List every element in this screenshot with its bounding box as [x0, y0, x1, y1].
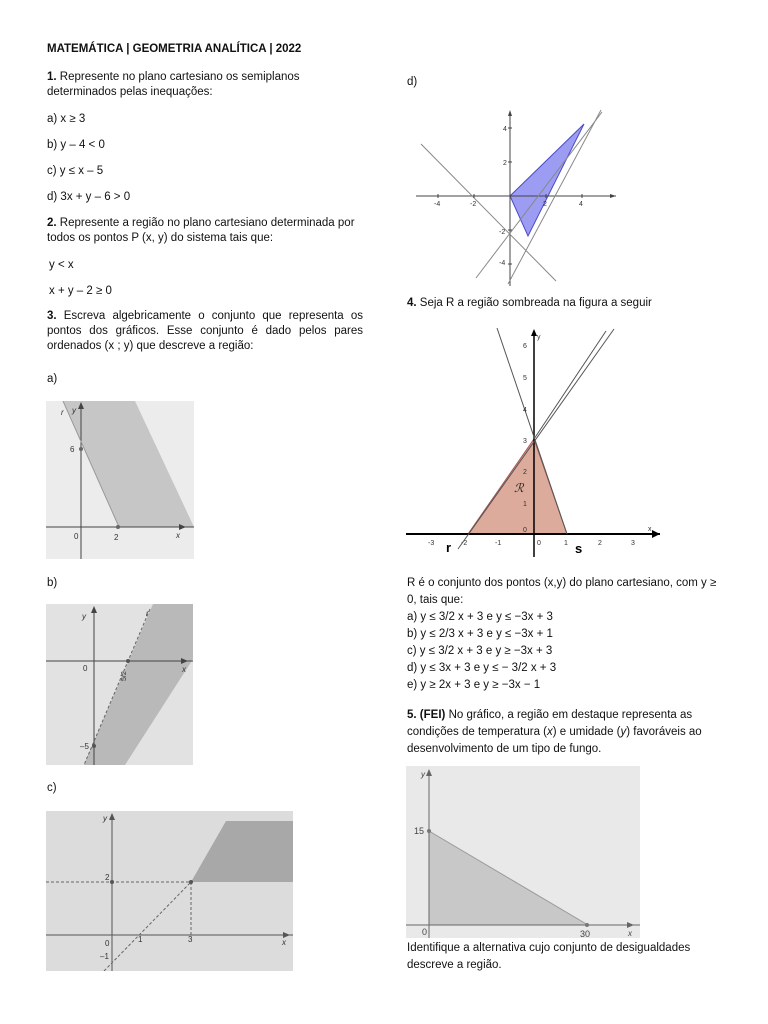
graph-a-tick-2: 2	[114, 533, 119, 542]
q5-y-var: y	[620, 726, 627, 738]
q1-item-c: c) y ≤ x – 5	[47, 165, 104, 177]
graph-b	[46, 604, 193, 765]
q4-condition-text: R é o conjunto dos pontos (x,y) do plano cartesiano, com y ≥ 0, tais que:	[407, 577, 717, 606]
graph-q4-tick-y-3: 3	[523, 438, 527, 445]
graph-b-y-label: y	[82, 612, 86, 621]
q3-label-d: d)	[407, 76, 418, 88]
graph-q4-region-label: ℛ	[514, 481, 524, 495]
graph-a-x-label: x	[176, 531, 180, 540]
q1-number: 1.	[47, 71, 57, 83]
graph-q4-x-label: x	[648, 526, 652, 533]
q4-text: Seja R a região sombreada na figura a seguir	[419, 297, 652, 309]
q4-number: 4.	[407, 297, 417, 309]
graph-c-tick-2: 2	[105, 873, 110, 882]
q1-text: Represente no plano cartesiano os semiplanos determinados pelas inequações:	[47, 71, 300, 98]
q4-option-b: b) y ≤ 2/3 x + 3 e y ≤ −3x + 1	[407, 628, 553, 640]
graph-q4-tick-y-5: 5	[523, 375, 527, 382]
q2-item-1: y < x	[49, 259, 74, 271]
graph-d-tick-y-2: 2	[503, 160, 507, 167]
graph-q4-tick-x-minus3: -3	[428, 540, 435, 547]
graph-q5-tick-0: 0	[422, 927, 428, 937]
graph-q4-tick-x-minus1: -1	[495, 540, 502, 547]
graph-q4-tick-x-3: 3	[631, 540, 635, 547]
graph-c-tick-3: 3	[188, 935, 193, 944]
q3-statement	[47, 309, 363, 354]
graph-a-tick-0: 0	[74, 532, 79, 541]
graph-q5-tick-30: 30	[580, 929, 591, 938]
graph-c-y-label: y	[103, 814, 107, 823]
q5-number: 5.	[407, 709, 417, 721]
graph-q4-tick-x-1: 1	[564, 540, 568, 547]
graph-d-tick-y-minus4: -4	[499, 260, 506, 267]
graph-a-r-label: r	[61, 408, 64, 417]
graph-c-x-label: x	[282, 938, 286, 947]
graph-q4-y-label: y	[537, 334, 541, 341]
graph-q4-r-label: r	[446, 540, 452, 555]
q3-number: 3.	[47, 310, 57, 322]
graph-q5-x-label: x	[628, 929, 632, 938]
graph-d	[416, 106, 616, 286]
graph-d-tick-x-minus4: -4	[434, 201, 441, 208]
graph-q4-tick-y-2: 2	[523, 469, 527, 476]
q2-statement	[47, 216, 363, 246]
graph-d-tick-y-4: 4	[503, 126, 507, 133]
q1-item-b: b) y – 4 < 0	[47, 139, 105, 151]
graph-q4-tick-x-minus2: -2	[461, 540, 468, 547]
graph-q4-tick-y-0: 0	[523, 527, 527, 534]
graph-c	[46, 811, 293, 971]
q4-statement	[407, 295, 722, 312]
q4-option-a: a) y ≤ 3/2 x + 3 e y ≤ −3x + 3	[407, 611, 553, 623]
graph-d-tick-x-4: 4	[579, 201, 583, 208]
graph-q5	[406, 766, 640, 938]
q5-footer: Identifique a alternativa cujo conjunto de desigualdades descreve a região.	[407, 942, 691, 971]
graph-q4-s-label: s	[575, 541, 583, 556]
q3-text: Escreva algebricamente o conjunto que representa os pontos dos gráficos. Esse conjunto é dado pelos pares ordenados (x ; y) que descreve a região:	[47, 310, 363, 352]
q5-text-1: No gráfico, a região em destaque representa as condições de temperatura (	[407, 709, 693, 738]
graph-b-tick-5-2: 5/2	[121, 671, 128, 681]
q2-item-2: x + y – 2 ≥ 0	[49, 285, 112, 297]
graph-a	[46, 401, 194, 559]
graph-d-tick-y-minus2: -2	[499, 229, 506, 236]
q5-statement	[407, 707, 722, 758]
graph-d-tick-x-minus2: -2	[470, 201, 477, 208]
q5-text-2: ) e umidade (	[552, 726, 621, 738]
graph-q5-y-label: y	[421, 770, 425, 779]
q1-item-a: a) x ≥ 3	[47, 113, 86, 125]
graph-c-tick-minus1: –1	[100, 952, 109, 961]
graph-a-y-label: y	[72, 406, 76, 415]
q5-source: (FEI)	[419, 709, 446, 721]
graph-b-tick-0: 0	[83, 664, 88, 673]
page-title: MATEMÁTICA | GEOMETRIA ANALÍTICA | 2022	[47, 43, 302, 55]
graph-q4-tick-y-4: 4	[523, 407, 527, 414]
q5-text-3: ) favoráveis ao desenvolvimento de um tipo de fungo.	[407, 726, 702, 755]
q2-number: 2.	[47, 217, 57, 229]
graph-b-tick-minus5: –5	[80, 742, 89, 751]
q5-x-var: x	[547, 726, 553, 738]
graph-c-tick-1: 1	[138, 935, 143, 944]
graph-a-tick-6: 6	[70, 445, 75, 454]
q3-label-c: c)	[47, 782, 57, 794]
q4-option-d: d) y ≤ 3x + 3 e y ≤ − 3/2 x + 3	[407, 662, 557, 674]
graph-q4-tick-x-2: 2	[598, 540, 602, 547]
graph-b-r-label: r	[146, 609, 149, 618]
q1-statement	[47, 70, 363, 100]
graph-q5-tick-15: 15	[414, 826, 425, 836]
q4-option-c: c) y ≤ 3/2 x + 3 e y ≥ −3x + 3	[407, 645, 553, 657]
q1-item-d: d) 3x + y – 6 > 0	[47, 191, 131, 203]
q2-text: Represente a região no plano cartesiano determinada por todos os pontos P (x, y) do sistema tais que:	[47, 217, 355, 244]
q4-option-e: e) y ≥ 2x + 3 e y ≥ −3x − 1	[407, 679, 541, 691]
graph-q4-tick-y-1: 1	[523, 501, 527, 508]
graph-c-tick-0: 0	[105, 939, 110, 948]
graph-b-x-label: x	[182, 665, 186, 674]
graph-d-tick-x-2: 2	[543, 201, 547, 208]
q3-label-a: a)	[47, 373, 58, 385]
q3-label-b: b)	[47, 577, 58, 589]
graph-q4-tick-x-0: 0	[537, 540, 541, 547]
graph-q4-tick-y-6: 6	[523, 343, 527, 350]
graph-q4	[406, 325, 660, 557]
